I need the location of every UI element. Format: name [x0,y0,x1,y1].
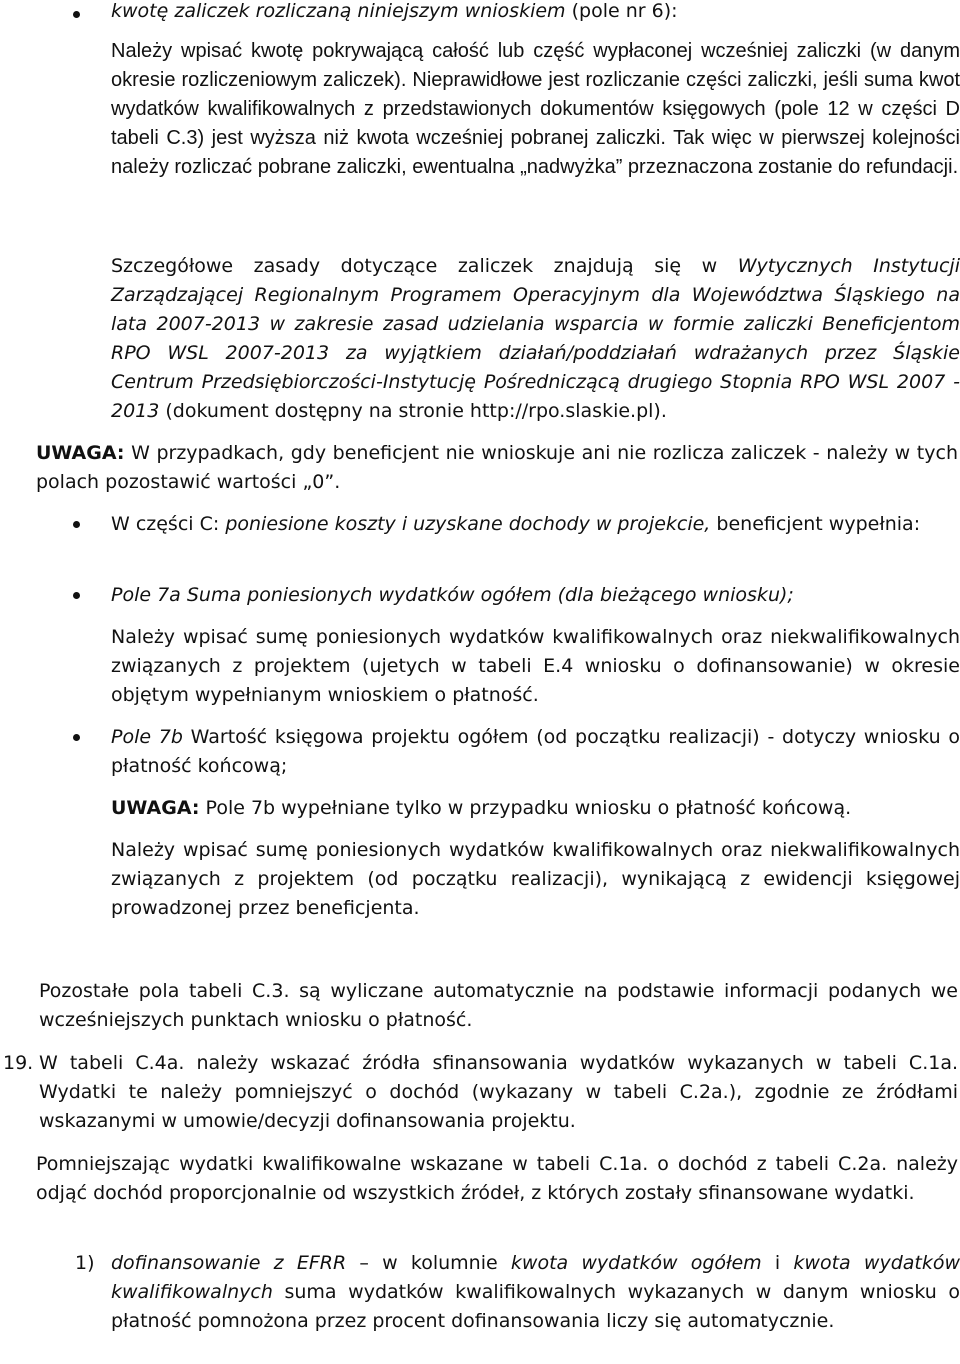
field-7a-title: Pole 7a Suma poniesionych wydatków ogółem (dla bieżącego wniosku); [111,584,794,606]
advance-text-1: Należy wpisać kwotę pokrywającą całość lub część wypłaconej wcześniej zaliczki (w danym okresie rozliczeniowym zaliczek). [111,40,960,91]
field-7b-title-block [111,723,960,781]
subitem-1-text-4: i [761,1252,794,1274]
field-7b-title: Wartość księgowa projektu ogółem (od początku realizacji) - dotyczy wniosku o płatność końcową; [111,726,960,777]
section-c-text-1: W części C: [111,513,226,535]
field-7b-description: Należy wpisać sumę poniesionych wydatków kwalifikowalnych oraz niekwalifikowalnych związanych z projektem (od początku realizacji), wynikającą z ewidencji księgowej prowadzonej przez beneficjenta. [111,839,960,919]
item-19-number: 19. [3,1052,34,1074]
field-7b-warning-text: Pole 7b wypełniane tylko w przypadku wniosku o płatność końcową. [199,797,852,819]
item-19-paragraph-2: Pomniejszając wydatki kwalifikowalne wskazane w tabeli C.1a. o dochód z tabeli C.2a. należy odjąć dochód proporcjonalnie od wszystkich źródeł, z których zostały sfinansowane wydatki. [36,1153,958,1204]
subitem-1-text-2: – w kolumnie [346,1252,511,1274]
list-bullet [73,11,80,18]
list-bullet [73,592,80,599]
field-7b-warning [111,794,960,823]
section-c-title: poniesione koszty i uzyskane dochody w projekcie, [225,513,711,535]
subitem-1-text-6: suma wydatków kwalifikowalnych wykazanych w danym wniosku o płatność pomnożona przez procent dofinansowania liczy się automatycznie. [111,1281,960,1332]
advance-text-2: Nieprawidłowe jest rozliczanie części zaliczki, jeśli suma kwot wydatków kwalifikowalnych z przedstawionych dokumentów księgowych (pole 12 w części D tabeli C.3) jest wyższa niż kwota wcześniej pobranej zaliczki. Tak więc w pierwszej kolejności należy rozliczać pobrane zaliczki, ewentualna „nadwyżka” przeznaczona zostanie do refundacji. [111,69,960,178]
subitem-1-number: 1) [75,1252,95,1274]
list-item-section-c [111,510,960,539]
details-paragraph [111,252,960,426]
details-text-1: Szczegółowe zasady dotyczące zaliczek znajdują się w [111,255,738,277]
warning-label: UWAGA: [36,442,125,464]
warning-text: W przypadkach, gdy beneficjent nie wnioskuje ani nie rozlicza zaliczek - należy w tych polach pozostawić wartości „0”. [36,442,958,493]
section-c-text-3: beneficjent wypełnia: [710,513,921,535]
item-title: kwotę zaliczek rozliczaną niniejszym wnioskiem [111,0,566,22]
list-bullet [73,521,80,528]
subitem-1-eligible: kwota wydatków kwalifikowalnych [111,1252,960,1303]
remaining-fields-paragraph: Pozostałe pola tabeli C.3. są wyliczane automatycznie na podstawie informacji podanych we wcześniejszych punktach wniosku o płatność. [39,980,958,1031]
list-bullet [73,734,80,741]
item-19-text: W tabeli C.4a. należy wskazać źródła sfinansowania wydatków wykazanych w tabeli C.1a. Wydatki te należy pomniejszyć o dochód (wykazany w tabeli C.2a.), zgodnie ze źródłami wskazanymi w umowie/decyzji dofinansowania projektu. [39,1052,958,1132]
warning-paragraph [36,439,958,497]
field-7b-warning-label: UWAGA: [111,797,200,819]
details-guidelines: Wytycznych Instytucji Zarządzającej Regionalnym Programem Operacyjnym dla Województwa Śląskiego na lata 2007-2013 w zakresie zasad udzielania wsparcia w formie zaliczki Beneficjentom RPO WSL 2007-2013 za wyjątkiem działań/poddziałań wdrażanych przez Śląskie Centrum Przedsiębiorczości-Instytucję Pośredniczącą drugiego Stopnia RPO WSL 2007 - 2013 [111,255,960,422]
subitem-1-efrr: dofinansowanie z EFRR [111,1252,347,1274]
field-7b-label: Pole 7b [111,726,183,748]
details-text-3: (dokument dostępny na stronie http://rpo.slaskie.pl). [159,400,667,422]
subitem-1-text [111,1249,960,1336]
advance-paragraph [111,37,960,182]
field-7a-description: Należy wpisać sumę poniesionych wydatków kwalifikowalnych oraz niekwalifikowalnych związanych z projektem (ujetych w tabeli E.4 wniosku o dofinansowanie) w okresie objętym wypełnianym wnioskiem o płatność. [111,626,960,706]
subitem-1-total: kwota wydatków ogółem [510,1252,762,1274]
item-field-ref: (pole nr 6): [565,0,678,22]
list-item-advance-amount [111,0,956,26]
